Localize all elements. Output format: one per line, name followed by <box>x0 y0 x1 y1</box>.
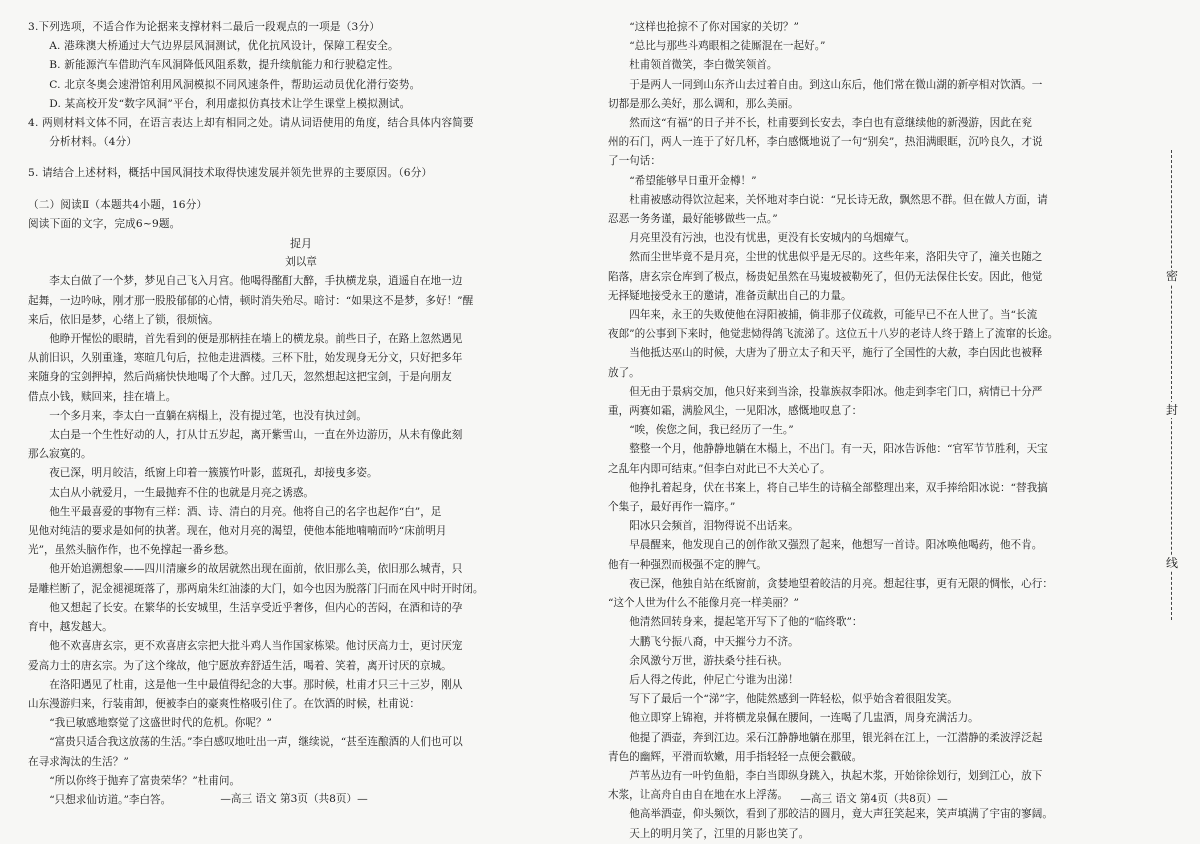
text-line: 光”，虽然头脑作作，也不免撑起一番乡愁。 <box>28 544 235 557</box>
text-line: “唉，俟您之间，我已经历了一生。” <box>629 424 794 437</box>
answer-space <box>28 152 574 164</box>
option-b: B. 新能源汽车借助汽车风洞降低风阻系数，提升续航能力和行驶稳定性。 <box>49 59 399 72</box>
text-line: 写下了最后一个“涕”字，他陡然感到一阵轻松，似乎始含着很阻发笑。 <box>629 693 958 706</box>
option-c: C. 北京冬奥会速滑馆利用风洞模拟不同风速条件，帮助运动员优化滑行姿势。 <box>49 78 421 91</box>
seal-char-feng: 封 <box>1165 403 1178 417</box>
text-line: 他开始追溯想象——四川清廉乡的故居就然出现在面前，依旧那么美，依旧那么城青，只 <box>49 563 463 576</box>
text-line: 切都是那么美好，那么调和，那么美丽。 <box>608 97 799 110</box>
seal-char-mi: 密 <box>1165 269 1178 283</box>
right-page <box>594 0 1154 840</box>
answer-space <box>28 184 574 196</box>
text-line: 青色的幽辉，平滑而软嫩，用手指轻轻一点便会戳破。 <box>608 750 863 763</box>
text-line: 余风激兮万世，游扶桑兮挂石袂。 <box>629 654 789 667</box>
text-line: 借点小钱，赎回来，挂在墙上。 <box>28 390 177 403</box>
story-body-right <box>608 18 1146 844</box>
text-line: 夜已深，明月皎洁，纸窗上印着一簇簇竹叶影，蓝斑孔，却接曳多姿。 <box>49 467 378 480</box>
text-line: 他挣扎着起身，伏在书案上，将自己毕生的诗稿全部整理出来，双手捧给阳冰说：“替我搞 <box>629 481 1048 494</box>
text-line: 然而尘世毕竟不是月亮，尘世的忧患似乎是无尽的。这些年来，洛阳失守了，潼关也随之 <box>629 251 1043 264</box>
text-line: 杜甫被感动得饮泣起来，关怀地对李白说：“兄长诗无敌，飘然思不群。但在做人方面，请 <box>629 193 1048 206</box>
story-body-left <box>28 272 574 810</box>
text-line: 他生平最喜爱的事物有三样：酒、诗、清白的月亮。他将自己的名字也起作“白”，足 <box>49 505 442 518</box>
option-a: A. 港珠澳大桥通过大气边界层风洞测试，优化抗风设计，保障工程安全。 <box>49 40 399 53</box>
text-line: 天上的明月笑了，江里的月影也笑了。 <box>629 827 810 840</box>
text-line: 他提了酒壶，奔到江边。采石江静静地躺在那里，银光斜在江上，一江潜静的柔波浮泛起 <box>629 731 1043 744</box>
text-line: 杜甫领首微笑，李白微笑领首。 <box>629 59 778 72</box>
text-line: 早晨醒来，他发现自己的创作欲又强烈了起来，他想写一首诗。阳冰唤他喝药，他不肯。 <box>629 539 1043 552</box>
text-line: 他不欢喜唐玄宗，更不欢喜唐玄宗把大批斗鸡人当作国家栋梁。他讨厌高力士，更讨厌宠 <box>49 640 463 653</box>
text-line: 来后，依旧是梦，心绪上了锁，很烦恼。 <box>28 313 219 326</box>
text-line: 后人得之传此，仲尼亡兮谁为出涕！ <box>629 673 799 686</box>
text-line: 爱高力士的唐玄宗。为了这个缘故，他宁愿放弃舒适生活，喝着、笑着，离开讨厌的京城。 <box>28 659 452 672</box>
text-line: 见他对纯洁的要求是如何的执著。现在，他对月亮的渴望，使他本能地喃喃而吟“床前明月 <box>28 525 447 538</box>
text-line: 夜已深，他独自站在纸窗前，贪婪地望着皎洁的月亮。想起往事，更有无限的惆怅，心行： <box>629 577 1053 590</box>
text-line: 太白从小就爱月，一生最抛弃不住的也就是月亮之诱惑。 <box>49 486 315 499</box>
text-line: 山东漫游归来，行装甫卸，便被李白的豪爽性格吸引住了。在饮酒的时候，杜甫说： <box>28 697 420 710</box>
text-line: 太白是一个生性好动的人，打从廿五岁起，离开紫雪山，一直在外边游历，从未有像此刻 <box>49 429 463 442</box>
page-footer-right: —高三 语文 第4页（共8页）— <box>800 793 948 805</box>
text-line: 无择疑地接受永王的邀请，准备贡献出自己的力量。 <box>608 289 852 302</box>
question-4-line-2: 分析材料。（4分） <box>49 136 138 149</box>
reading-instruction: 阅读下面的文字，完成6~9题。 <box>28 217 181 230</box>
text-line: 于是两人一同到山东齐山去过着自由。到这山东后，他们常在微山湖的新亭相对饮酒。一 <box>629 78 1043 91</box>
story-title: 捉月 <box>290 237 312 251</box>
text-line: “希望能够早日重开金樽！” <box>629 174 757 187</box>
text-line: 那么寂寞的。 <box>28 448 92 461</box>
text-line: 他立即穿上锦袍，并将横龙泉佩在腰间，一连喝了几盅酒，周身充满活力。 <box>629 712 979 725</box>
question-4-line-1: 4. 两则材料文体不同，在语言表达上却有相同之处。请从词语使用的角度，结合具体内容简要 <box>28 117 474 130</box>
seal-char-xian: 线 <box>1165 556 1178 570</box>
text-line: 是雕栏断了，泥金褪褪斑落了，那两扇朱红油漆的大门，如今也因为脱落门闩而在风中时开时闭。 <box>28 582 484 595</box>
text-line: 整整一个月，他静静地躺在木榻上，不出门。有一天，阳冰告诉他：“官军节节胜利，天宝 <box>629 443 1048 456</box>
text-line: 他清然回转身来，提起笔开写下了他的“临终歌”： <box>629 616 863 629</box>
text-line: 他又想起了长安。在繁华的长安城里，生活享受近乎奢侈，但内心的苦闷，在酒和诗的孕 <box>49 601 463 614</box>
text-line: 个集子，最好再作一篇序。” <box>608 501 736 514</box>
text-line: 大鹏飞兮振八裔，中天摧兮力不济。 <box>629 635 799 648</box>
text-line: “我已敏感地察觉了这盛世时代的危机。你呢？” <box>49 717 272 730</box>
text-line: 起舞，一边吟咏，刚才那一股股郁郁的心情，顿时消失殆尽。暗讨：“如果这不是梦，多好！”醒 <box>28 294 474 307</box>
text-line: 夜郎”的公事到下来时，他觉悲恸得鸽飞流涕了。这位五十八岁的老诗人终于踏上了流窜的长途。 <box>608 328 1059 341</box>
text-line: 他高举酒壶，仰头频饮，看到了那皎洁的圆月，竟大声狂笑起来，笑声填满了宇宙的寥阔。 <box>629 808 1053 821</box>
question-3-stem: 3.下列选项，不适合作为论据来支撑材料二最后一段观点的一项是（3分） <box>28 21 381 33</box>
text-line: 了一句话： <box>608 155 661 168</box>
text-line: “这样也抢掠不了你对国家的关切？” <box>629 21 799 33</box>
text-line: 他睁开惺忪的眼睛，首先看到的便是那柄挂在墙上的横龙泉。前些日子，在路上忽然遇见 <box>49 333 463 346</box>
page-footer-left: —高三 语文 第3页（共8页）— <box>220 793 368 805</box>
text-line: 放了。 <box>608 366 640 379</box>
seal-line <box>1158 150 1188 620</box>
text-line: 李太白做了一个梦，梦见自己飞入月宫。他喝得酩酊大醉，手执横龙泉，逍遥自在地一边 <box>49 275 463 288</box>
text-line: “总比与那些斗鸡眼相之徒厮混在一起好。” <box>629 40 826 53</box>
text-line: 来随身的宝剑押掉，然后尚痛快快地喝了个大醉。过几天，忽然想起这把宝剑，于是向朋友 <box>28 371 452 384</box>
text-line: 重，两赛如霜，满脸风尘，一见阳冰，感慨地叹息了： <box>608 405 863 418</box>
text-line: 芦苇丛边有一叶钓鱼船，李白当即纵身跳入，执起木浆，开始徐徐划行，划到江心，放下 <box>629 769 1043 782</box>
text-line: “只想求仙访道。”李白答。 <box>49 793 172 806</box>
text-line: 他有一种强烈而极强不定的脾气。 <box>608 558 767 571</box>
text-line: “这个人世为什么不能像月亮一样美丽？” <box>608 597 799 610</box>
text-line: “所以你终于抛弃了富贵荣华？”杜甫问。 <box>49 774 241 787</box>
text-line: 月亮里没有污浊，也没有忧患，更没有长安城内的乌烟瘴气。 <box>629 232 916 245</box>
seal-dashed-line <box>1171 150 1172 620</box>
text-line: 当他抵达巫山的时候，大唐为了册立太子和天平，施行了全国性的大赦，李白因此也被释 <box>629 347 1043 360</box>
text-line: 阳冰只会频首，泪物得说不出话来。 <box>629 520 799 533</box>
left-page <box>0 0 588 812</box>
text-line: 木浆，让高舟自由自在地在水上浮荡。 <box>608 789 789 802</box>
text-line: 四年来，永王的失败使他在浔阳被捕，倘非那子仪疏救，可能早已不在人世了。当“长流 <box>629 309 1038 322</box>
section-heading: （二）阅读Ⅱ（本题共4小题，16分） <box>28 198 208 211</box>
text-line: 一个多月来，李太白一直躺在病榻上，没有提过笔，也没有执过剑。 <box>49 409 367 422</box>
option-d: D. 某高校开发“数字风洞”平台，利用虚拟仿真技术让学生课堂上模拟测试。 <box>49 97 411 110</box>
text-line: “富贵只适合我这放荡的生活。”李白感叹地吐出一声，继续说，“甚至连酿酒的人们也可以 <box>49 736 463 749</box>
question-3-options <box>28 37 574 114</box>
text-line: 在寻求淘汰的生活？” <box>28 755 129 768</box>
text-line: 之乱年内即可结束。”但李白对此已不大关心了。 <box>608 462 831 475</box>
text-line: 从前旧识，久别重逢，寒暄几句后，拉他走进酒楼。三杯下肚，始发现身无分文，只好把多年 <box>28 352 463 365</box>
text-line: 但无由于景病交加，他只好来到当涂，投靠族叔李阳冰。他走到李宅门口，病情已十分严 <box>629 385 1043 398</box>
text-line: 忍恶一务务谨，最好能够做些一点。” <box>608 213 778 226</box>
text-line: 在洛阳遇见了杜甫，这是他一生中最值得纪念的大事。那时候，杜甫才只三十三岁，刚从 <box>49 678 463 691</box>
text-line: 陷落，唐玄宗仓库到了极点，杨贵妃虽然在马嵬坡被勒死了，但仍无法保住长安。因此，他觉 <box>608 270 1043 283</box>
question-5: 5. 请结合上述材料，概括中国风洞技术取得快速发展并领先世界的主要原因。（6分） <box>28 167 433 180</box>
text-line: 育中，越发越大。 <box>28 621 113 634</box>
text-line: 州的石门，两人一连于了好几杯，李白感慨地说了一句“别矣”，热泪满眼眶，沉吟良久，才说 <box>608 136 1043 149</box>
story-author: 刘以章 <box>285 256 317 269</box>
text-line: 然而这“有福”的日子并不长，杜甫要到长安去，李白也有意继续他的新漫游，因此在兖 <box>629 117 1032 130</box>
